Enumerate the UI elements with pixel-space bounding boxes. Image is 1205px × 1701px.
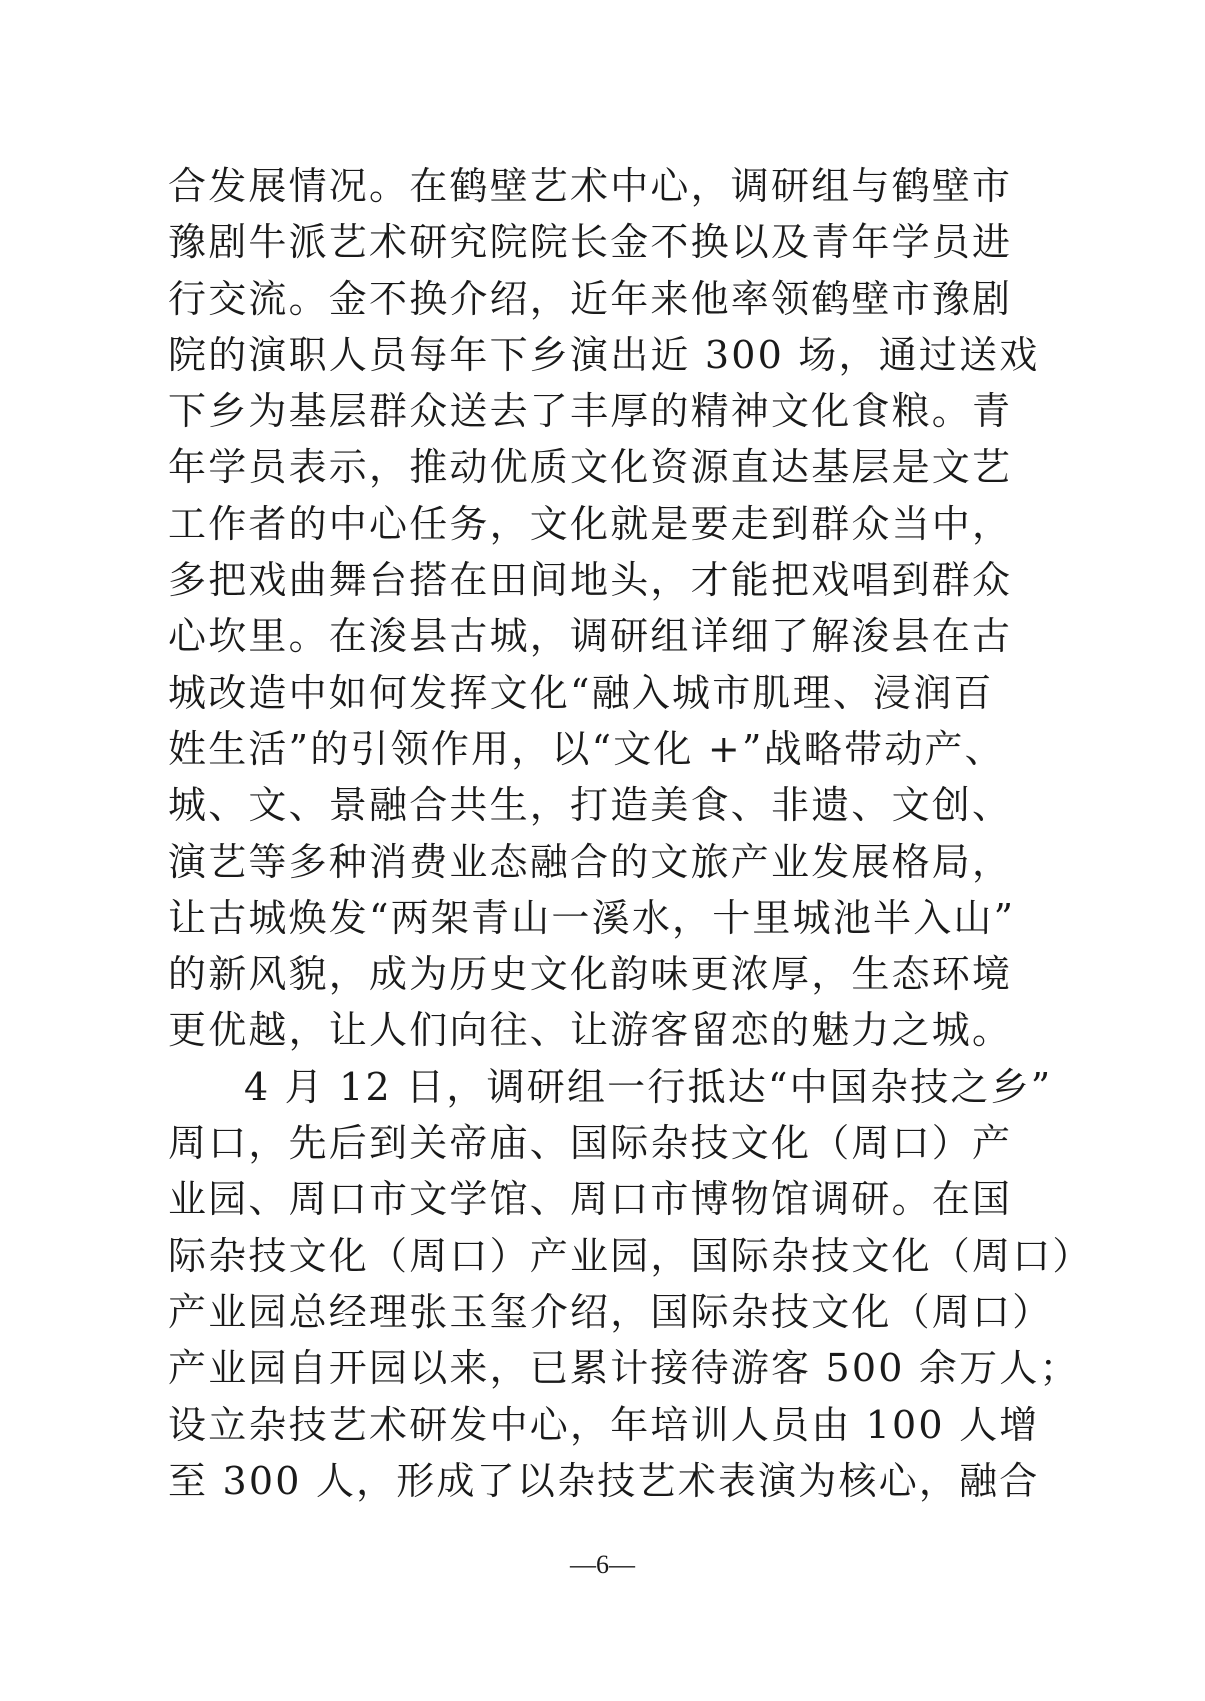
text-line: 业园、周口市文学馆、周口市博物馆调研。在国 xyxy=(168,1177,1013,1222)
text-line: 演艺等多种消费业态融合的文旅产业发展格局， xyxy=(168,839,1013,884)
text-line: 际杂技文化（周口）产业园，国际杂技文化（周口） xyxy=(168,1233,1093,1278)
text-line: 产业园总经理张玉玺介绍，国际杂技文化（周口） xyxy=(168,1289,1053,1334)
page-number: —6— xyxy=(570,1550,635,1579)
text-line: 周口，先后到关帝庙、国际杂技文化（周口）产 xyxy=(168,1121,1013,1166)
text-line: 更优越，让人们向往、让游客留恋的魅力之城。 xyxy=(168,1008,1013,1053)
text-line: 至 300 人，形成了以杂技艺术表演为核心，融合 xyxy=(168,1458,1040,1503)
text-line: 姓生活”的引领作用，以“文化 +”战略带动产、 xyxy=(168,726,1005,771)
text-line: 豫剧牛派艺术研究院院长金不换以及青年学员进 xyxy=(168,220,1013,265)
paragraph-start-line: 4 月 12 日，调研组一行抵达“中国杂技之乡” xyxy=(244,1064,1053,1109)
text-line: 的新风貌，成为历史文化韵味更浓厚，生态环境 xyxy=(168,952,1013,997)
text-line: 工作者的中心任务，文化就是要走到群众当中， xyxy=(168,501,1013,546)
text-line: 产业园自开园以来，已累计接待游客 500 余万人； xyxy=(168,1346,1080,1391)
text-line: 设立杂技艺术研发中心，年培训人员由 100 人增 xyxy=(168,1402,1040,1447)
text-line: 院的演职人员每年下乡演出近 300 场，通过送戏 xyxy=(168,332,1040,377)
body-text xyxy=(168,158,1093,1509)
text-line: 让古城焕发“两架青山一溪水，十里城池半入山” xyxy=(168,895,1016,940)
text-line: 年学员表示，推动优质文化资源直达基层是文艺 xyxy=(168,445,1013,490)
text-line: 行交流。金不换介绍，近年来他率领鹤壁市豫剧 xyxy=(168,276,1013,321)
text-line: 多把戏曲舞台搭在田间地头，才能把戏唱到群众 xyxy=(168,558,1013,603)
text-line: 城改造中如何发挥文化“融入城市肌理、浸润百 xyxy=(168,670,994,715)
text-line: 下乡为基层群众送去了丰厚的精神文化食粮。青 xyxy=(168,389,1013,434)
text-line: 心坎里。在浚县古城，调研组详细了解浚县在古 xyxy=(168,614,1013,659)
text-line: 城、文、景融合共生，打造美食、非遗、文创、 xyxy=(168,783,1013,828)
text-line: 合发展情况。在鹤壁艺术中心，调研组与鹤壁市 xyxy=(168,164,1013,208)
